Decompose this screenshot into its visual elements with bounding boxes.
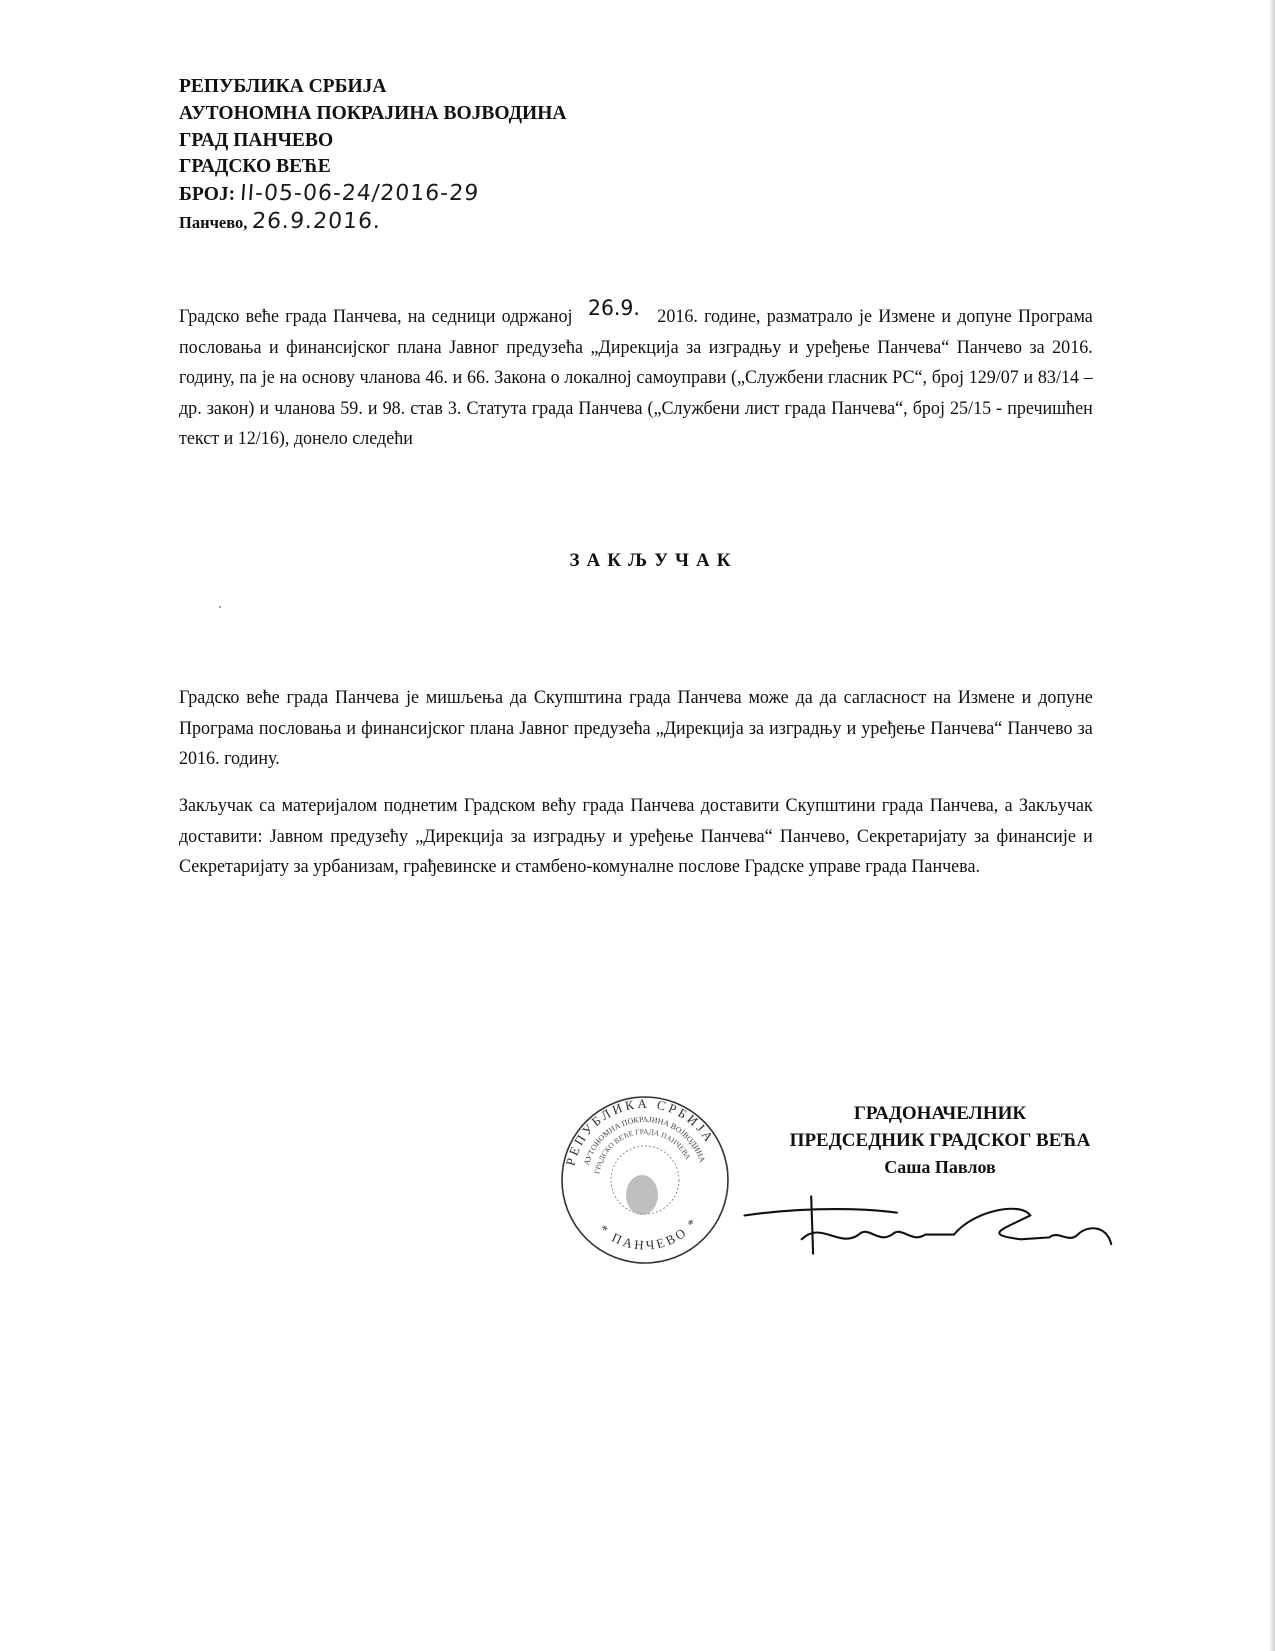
delivery-paragraph: Закључак са материјалом поднетим Градском већу града Панчева доставити Скупштини града Панчева, а Закључак доставити: Јавном предузећу „Дирекција за изградњу и уређење Панчева“ Панчево, Секретаријату за финансије и Секретаријату за урбанизам, грађевинске и стамбено-комуналне послове Градске управе града Панчева. <box>179 795 1093 878</box>
official-stamp <box>560 1095 730 1265</box>
conclusion-paragraph: Градско веће града Панчева је мишљења да Скупштина града Панчева може да да сагласност на Измене и допуне Програма пословања и финансијског плана Јавног предузећа „Дирекција за изградњу и уређење Панчева“ Панчево за 2016. годину. <box>179 687 1093 770</box>
header-line-city: ГРАД ПАНЧЕВО <box>179 129 334 151</box>
document-place-date <box>179 209 566 237</box>
document-number <box>179 181 566 209</box>
stamp-inner-text: ГРАДСКО ВЕЋЕ ГРАДА ПАНЧЕВА <box>592 1126 693 1175</box>
intro-paragraph <box>179 296 1093 455</box>
header-line-council: ГРАДСКО ВЕЋЕ <box>179 156 331 178</box>
place-label: Панчево, <box>179 212 248 232</box>
header-line-republic: РЕПУБЛИКА СРБИЈА <box>179 76 387 97</box>
handwritten-signature <box>735 1190 1135 1260</box>
signature-block <box>740 1100 1140 1181</box>
intro-text-rest: 2016. године, разматрало је Измене и допуне Програма пословања и финансијског плана Јавног предузећа „Дирекција за изградњу и уређење Панчева“ Панчево за 2016. годину, па је на основу чланова 46. и 66. Закона о локалној самоуправи („Службени гласник РС“, број 129/07 и 83/14 – др. закон) и чланова 59. и 98. став 3. Статута града Панчева („Службени лист града Панчева“, број 25/15 - пречишћен текст и 12/16), донело следећи <box>179 306 1093 450</box>
handwritten-number: II-05-06-24/2016-29 <box>239 181 481 207</box>
scan-speck <box>219 606 221 608</box>
handwritten-session-date: 26.9. <box>588 296 640 320</box>
svg-text:* ПАНЧЕВО * <box>596 1214 701 1253</box>
document-header <box>179 74 566 237</box>
stamp-middle-text: АУТОНОМНА ПОКРАЈИНА ВОЈВОДИНА <box>582 1114 708 1167</box>
header-line-province: АУТОНОМНА ПОКРАЈИНА ВОЈВОДИНА <box>179 102 567 124</box>
intro-text-start: Градско веће града Панчева, на седници одржаној <box>179 306 573 327</box>
number-label: БРОЈ: <box>179 184 236 206</box>
scan-edge <box>1269 0 1275 1651</box>
handwritten-date: 26.9.2016. <box>251 208 383 234</box>
signatory-title-president: ПРЕДСЕДНИК ГРАДСКОГ ВЕЋА <box>789 1130 1091 1151</box>
stamp-outer-text: РЕПУБЛИКА СРБИЈА <box>562 1095 719 1168</box>
conclusion-title: ЗАКЉУЧАК <box>569 550 738 571</box>
signatory-name: Саша Павлов <box>884 1157 996 1177</box>
stamp-bottom-text: * ПАНЧЕВО * <box>596 1213 702 1253</box>
signatory-title-mayor: ГРАДОНАЧЕЛНИК <box>853 1103 1027 1124</box>
